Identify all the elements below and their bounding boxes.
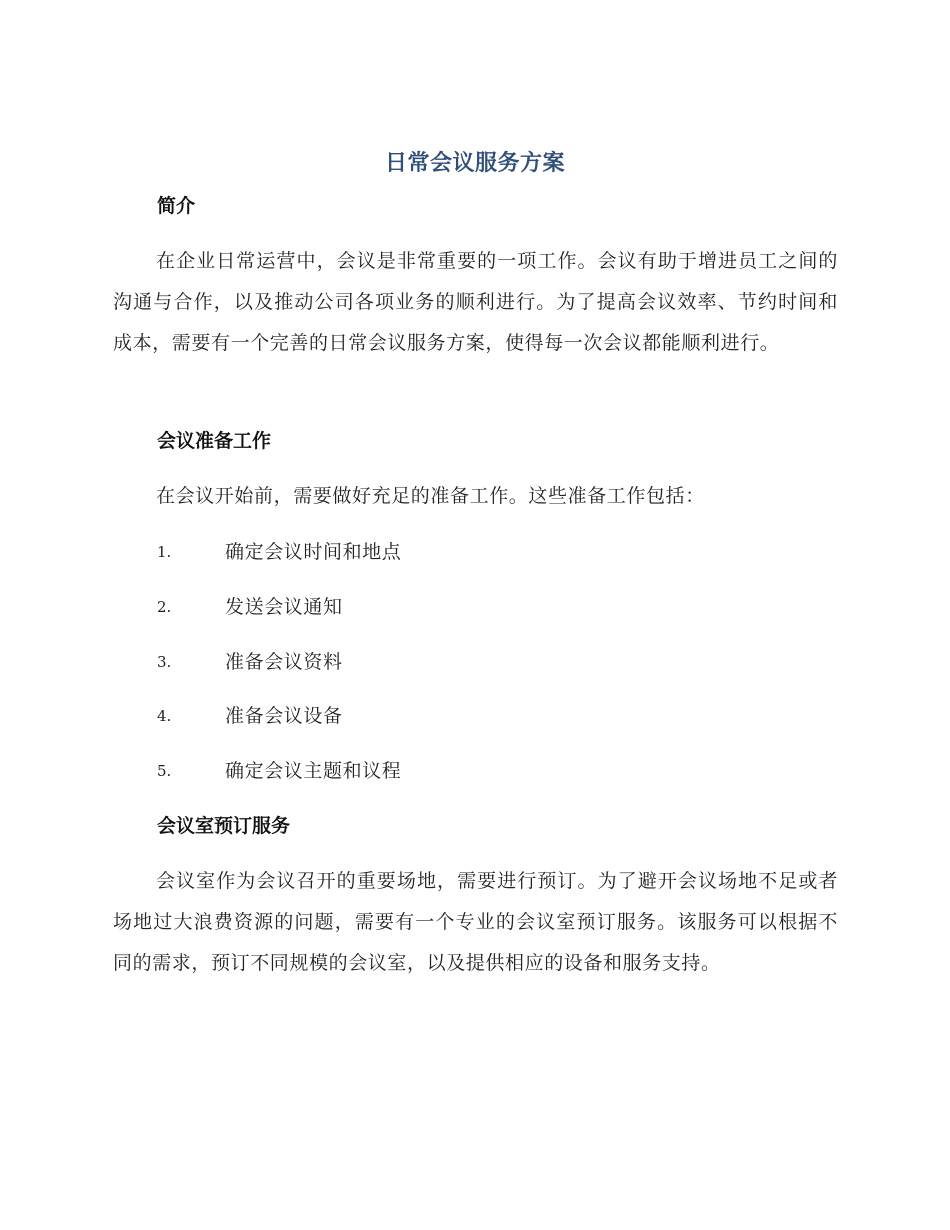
list-item — [157, 592, 757, 622]
list-item-number: 2. — [157, 598, 172, 616]
list-item — [157, 647, 757, 677]
section-paragraph-room-booking: 会议室作为会议召开的重要场地，需要进行预订。为了避开会议场地不足或者场地过大浪费资源的问题，需要有一个专业的会议室预订服务。该服务可以根据不同的需求，预订不同规模的会议室，以及提供相应的设备和服务支持。 — [113, 870, 838, 974]
document-title: 日常会议服务方案 — [384, 151, 565, 176]
list-item-number: 1. — [157, 543, 172, 561]
list-item-number: 5. — [157, 762, 172, 780]
section-heading-room-booking: 会议室预订服务 — [157, 815, 291, 837]
section-paragraph-intro: 在企业日常运营中，会议是非常重要的一项工作。会议有助于增进员工之间的沟通与合作，以及推动公司各项业务的顺利进行。为了提高会议效率、节约时间和成本，需要有一个完善的日常会议服务方案，使得每一次会议都能顺利进行。 — [113, 250, 838, 354]
section-paragraph-preparation: 在会议开始前，需要做好充足的准备工作。这些准备工作包括： — [156, 485, 705, 507]
list-item-number: 3. — [157, 653, 172, 671]
list-item-text: 发送会议通知 — [225, 596, 343, 618]
section-heading-intro: 简介 — [157, 195, 196, 217]
list-item — [157, 537, 757, 567]
list-item-text: 准备会议设备 — [225, 705, 343, 727]
list-item-text: 确定会议主题和议程 — [225, 760, 402, 782]
list-item — [157, 756, 757, 786]
list-item-text: 确定会议时间和地点 — [225, 541, 402, 563]
section-heading-preparation: 会议准备工作 — [157, 430, 272, 452]
list-item-number: 4. — [157, 707, 172, 725]
list-item — [157, 701, 757, 731]
list-item-text: 准备会议资料 — [225, 651, 343, 673]
